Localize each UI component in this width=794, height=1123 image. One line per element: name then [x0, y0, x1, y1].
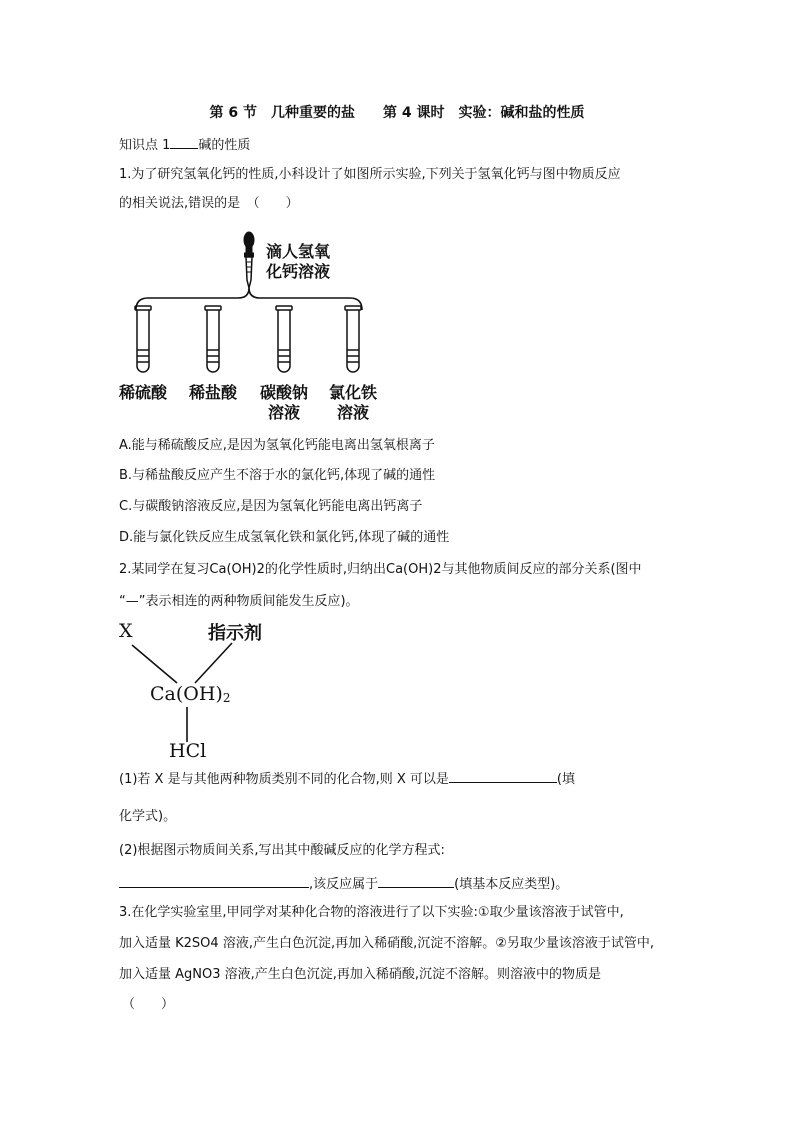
- q1-stem-line-2: 的相关说法,错误的是 （ ）: [119, 196, 299, 211]
- q2-part-1: [119, 768, 575, 789]
- q1-option-b: B.与稀盐酸反应产生不溶于水的氯化钙,体现了碱的通性: [119, 468, 436, 483]
- q1-option-c: C.与碳酸钠溶液反应,是因为氢氧化钙能电离出钙离子: [119, 499, 423, 514]
- tube-label-4: [318, 383, 388, 423]
- q2-stem-line-1: 2.某同学在复习Ca(OH)2的化学性质时,归纳出Ca(OH)2与其他物质间反应的部分关系(图中: [119, 562, 642, 577]
- q2-part-2: (2)根据图示物质间关系,写出其中酸碱反应的化学方程式:: [119, 843, 445, 858]
- node-caoh2: [150, 683, 230, 705]
- q2-part-1-hint: (填: [556, 772, 575, 787]
- q2-part-2-answer: [119, 873, 568, 894]
- page-title: 第 6 节 几种重要的盐 第 4 课时 实验：碱和盐的性质: [209, 105, 585, 121]
- node-x: X: [119, 620, 133, 642]
- q2-part-1-text: (1)若 X 是与其他两种物质类别不同的化合物,则 X 可以是: [119, 772, 449, 787]
- dropper-icon: [244, 232, 254, 288]
- tube-label-4-line-2: 溶液: [336, 403, 369, 422]
- q1-option-a: A.能与稀硫酸反应,是因为氢氧化钙能电离出氢氧根离子: [119, 438, 435, 453]
- q1-stem-line-1: 1.为了研究氢氧化钙的性质,小科设计了如图所示实验,下列关于氢氧化钙与图中物质反应: [119, 167, 621, 182]
- dropper-label-line-2: 化钙溶液: [266, 262, 331, 281]
- tube-label-3-line-1: 碳酸钠: [259, 383, 308, 402]
- node-indicator: 指示剂: [208, 623, 262, 644]
- answer-blank-equation[interactable]: [119, 873, 309, 888]
- test-tube-icon: [135, 306, 151, 372]
- q2-part-1-cont: 化学式)。: [119, 809, 177, 824]
- q2-part-2-hint: (填基本反应类型)。: [454, 877, 569, 892]
- q3-answer-brackets: （ ）: [122, 997, 175, 1012]
- q1-option-d: D.能与氯化铁反应生成氢氧化铁和氯化钙,体现了碱的通性: [119, 530, 450, 545]
- tube-label-3-line-2: 溶液: [267, 403, 300, 422]
- node-hcl: HCl: [169, 740, 207, 762]
- node-caoh2-formula: Ca(OH): [150, 683, 223, 705]
- dropper-label-line-1: 滴人氢氧: [266, 242, 331, 261]
- tube-label-2: [178, 383, 248, 403]
- brace-connector: [136, 288, 362, 310]
- tube-label-1: [108, 383, 178, 403]
- q3-stem-line-1: 3.在化学实验室里,甲同学对某种化合物的溶液进行了以下实验:①取少量该溶液于试管中,: [119, 905, 624, 920]
- q2-stem-line-2: “—”表示相连的两种物质间能发生反应)。: [119, 594, 359, 609]
- q3-stem-line-2: 加入适量 K2SO4 溶液,产生白色沉淀,再加入稀硝酸,沉淀不溶解。②另取少量该溶液于试管中,: [119, 936, 655, 951]
- test-tube-icon: [345, 306, 361, 372]
- node-caoh2-subscript: 2: [222, 691, 231, 705]
- answer-blank-x[interactable]: [449, 768, 557, 783]
- q3-stem-line-3: 加入适量 AgNO3 溶液,产生白色沉淀,再加入稀硝酸,沉淀不溶解。则溶液中的物质是: [119, 967, 602, 982]
- knowledge-point-topic: 碱的性质: [198, 138, 251, 153]
- test-tube-icon: [276, 306, 292, 372]
- knowledge-point-prefix: 知识点 1: [119, 138, 171, 153]
- test-tube-icon: [205, 306, 221, 372]
- answer-blank-reaction-type[interactable]: [378, 873, 454, 888]
- tube-label-2-line-1: 稀盐酸: [188, 383, 237, 402]
- tube-label-3: [249, 383, 319, 423]
- q2-part-2-text: ,该反应属于: [309, 877, 379, 892]
- tube-label-4-line-1: 氯化铁: [328, 383, 377, 402]
- tube-label-1-line-1: 稀硫酸: [118, 383, 167, 402]
